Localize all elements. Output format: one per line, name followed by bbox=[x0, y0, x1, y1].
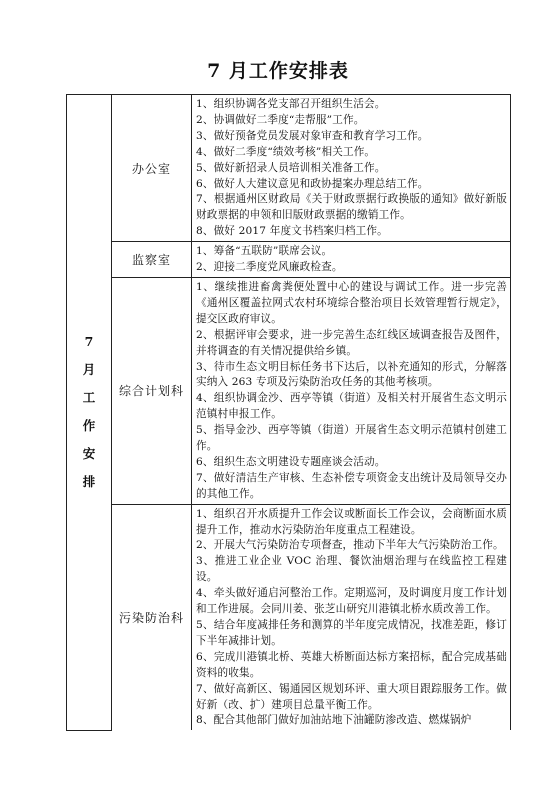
dept-planning: 综合计划科 bbox=[112, 277, 192, 504]
items-planning bbox=[192, 277, 511, 504]
list-item: 3、推进工业企业 VOC 治理、餐饮油烟治理与在线监控工程建设。 bbox=[196, 555, 507, 584]
section-row-pollution bbox=[67, 504, 511, 730]
list-item: 7、根据通州区财政局《关于财政票据行政换版的通知》做好新版财政票据的申领和旧版财政票据的缴销工作。 bbox=[196, 193, 507, 222]
items-office bbox=[192, 95, 511, 242]
schedule-table bbox=[66, 94, 511, 731]
list-item: 4、组织协调金沙、西亭等镇（街道）及相关村开展省生态文明示范镇村申报工作。 bbox=[196, 392, 507, 421]
list-item: 5、做好新招录人员培训相关准备工作。 bbox=[196, 161, 386, 174]
list-item: 1、筹备“五联防”联席会议。 bbox=[196, 245, 333, 258]
list-item: 2、根据评审会要求，进一步完善生态红线区域调查报告及图件，并将调查的有关情况提供给乡镇。 bbox=[196, 328, 507, 357]
list-item: 5、指导金沙、西亭等镇（街道）开展省生态文明示范镇村创建工作。 bbox=[196, 424, 507, 453]
month-cell bbox=[67, 95, 112, 731]
list-item: 3、做好预备党员发展对象审查和教育学习工作。 bbox=[196, 129, 429, 142]
dept-office: 办公室 bbox=[112, 95, 192, 242]
list-item: 4、做好二季度“绩效考核”相关工作。 bbox=[196, 145, 376, 158]
dept-pollution: 污染防治科 bbox=[112, 504, 192, 730]
list-item: 8、配合其他部门做好加油站地下油罐防渗改造、燃煤锅炉 bbox=[196, 714, 472, 727]
page-title: 7 月工作安排表 bbox=[207, 60, 349, 82]
list-item: 2、迎接二季度党风廉政检查。 bbox=[196, 261, 343, 274]
list-item: 1、组织协调各党支部召开组织生活会。 bbox=[196, 98, 386, 110]
list-item: 1、继续推进畜禽粪便处置中心的建设与调试工作。进一步完善《通州区覆盖拉网式农村环境综合整治项目长效管理暂行规定》，提交区政府审议。 bbox=[196, 280, 507, 325]
list-item: 7、做好高新区、锡通园区规划环评、重大项目跟踪服务工作。做好新（改、扩）建项目总量平衡工作。 bbox=[196, 682, 507, 711]
list-item: 2、开展大气污染防治专项督查，推动下半年大气污染防治工作。 bbox=[196, 539, 504, 552]
section-row-office bbox=[67, 95, 511, 242]
month-char: 工 bbox=[82, 390, 96, 406]
section-row-supervision bbox=[67, 242, 511, 278]
month-char: 作 bbox=[82, 418, 96, 434]
list-item: 6、完成川港镇北桥、英雄大桥断面达标方案招标，配合完成基础资料的收集。 bbox=[196, 650, 507, 679]
list-item: 1、组织召开水质提升工作会议或断面长工作会议，会商断面水质提升工作，推动水污染防治年度重点工程建设。 bbox=[196, 507, 507, 536]
items-pollution bbox=[192, 504, 511, 730]
list-item: 7、做好清洁生产审核、生态补偿专项资金支出统计及局领导交办的其他工作。 bbox=[196, 471, 507, 500]
list-item: 8、做好 2017 年度文书档案归档工作。 bbox=[196, 225, 388, 238]
list-item: 2、协调做好二季度“走帮服”工作。 bbox=[196, 113, 365, 126]
month-char: 月 bbox=[82, 362, 96, 378]
list-item: 4、牵头做好通启河整治工作。定期巡河，及时调度月度工作计划和工作进展。会同川姜、张芝山研究川港镇北桥水质改善工作。 bbox=[196, 587, 507, 616]
list-item: 6、组织生态文明建设专题座谈会活动。 bbox=[196, 455, 386, 468]
month-char: 排 bbox=[82, 474, 96, 490]
list-item: 3、待市生态文明目标任务书下达后，以补充通知的形式，分解落实纳入 263 专项及污染防治攻任务的其他考核项。 bbox=[196, 360, 507, 389]
items-supervision bbox=[192, 242, 511, 278]
list-item: 5、结合年度减排任务和测算的半年度完成情况，找准差距，修订下半年减排计划。 bbox=[196, 619, 507, 647]
list-item: 6、做好人大建议意见和政协提案办理总结工作。 bbox=[196, 177, 429, 190]
month-char: 7 bbox=[84, 334, 94, 350]
dept-supervision: 监察室 bbox=[112, 242, 192, 278]
month-char: 安 bbox=[82, 446, 96, 462]
section-row-planning bbox=[67, 277, 511, 504]
